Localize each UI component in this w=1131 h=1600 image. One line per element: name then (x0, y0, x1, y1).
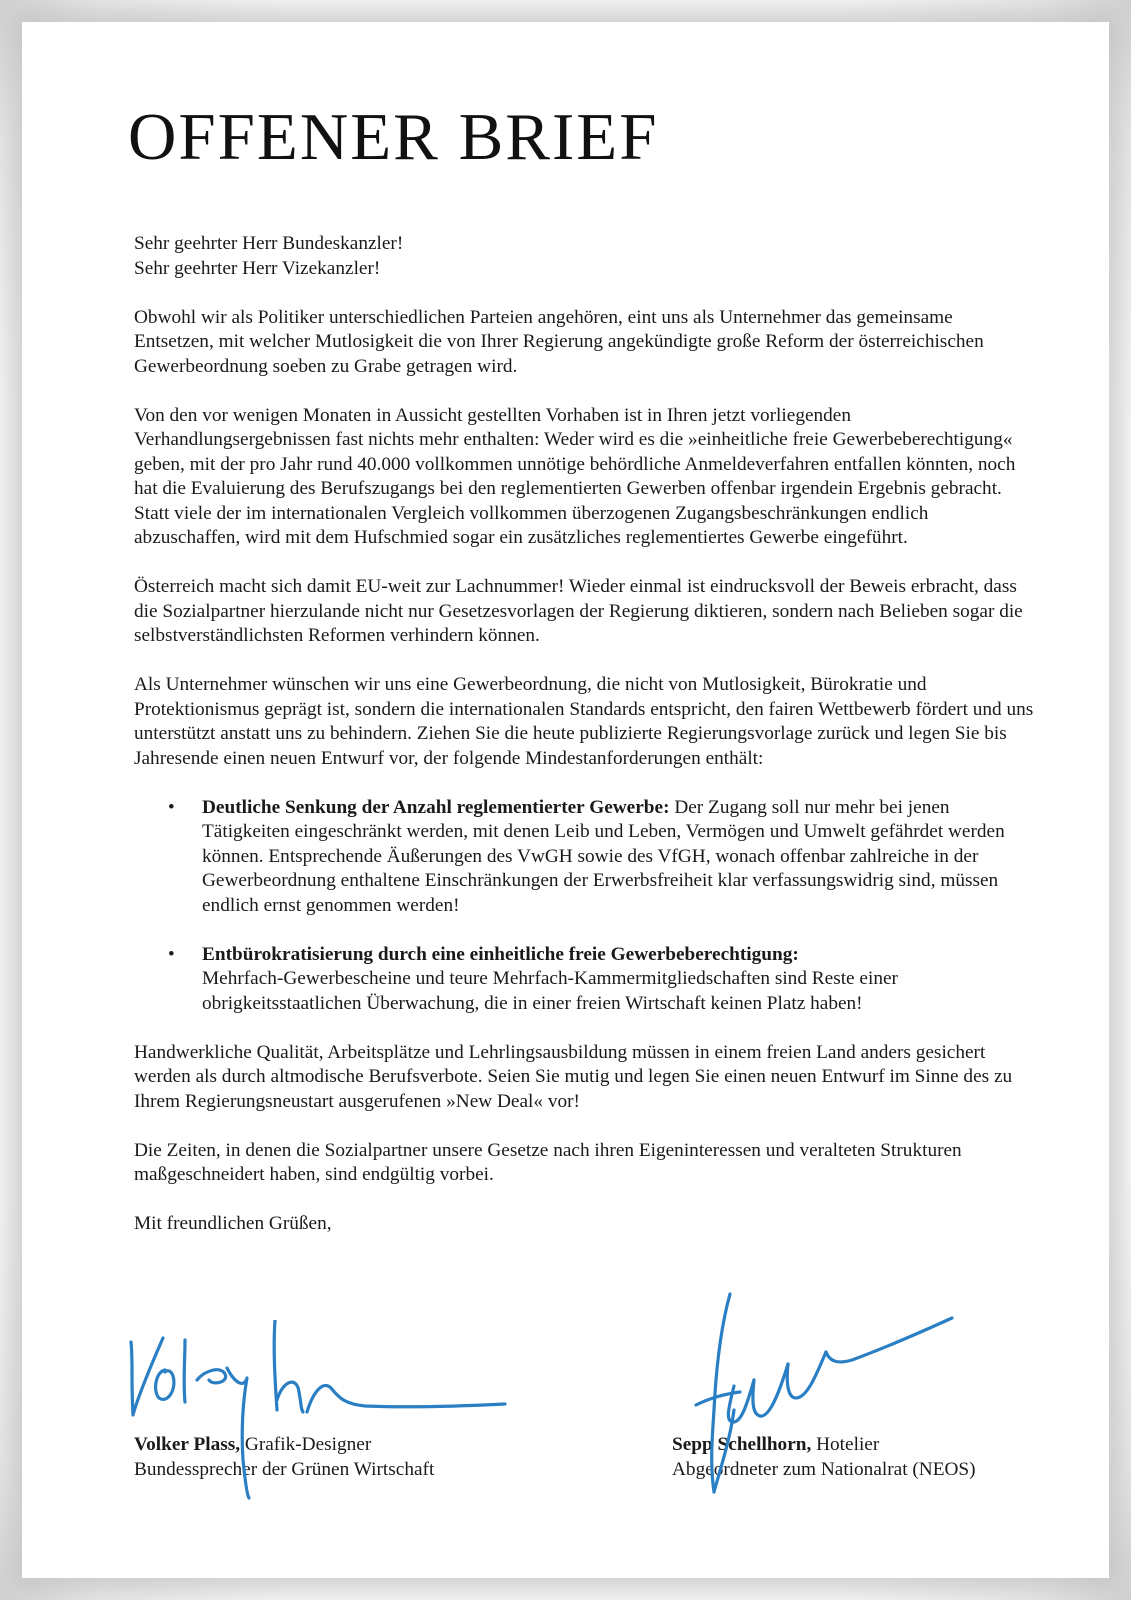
signatory-left (134, 1433, 434, 1482)
demand-heading: Entbürokratisierung durch eine einheitliche freie Gewerbeberechtigung: (202, 943, 799, 965)
paragraph-3: Österreich macht sich damit EU-weit zur Lachnummer! Wieder einmal ist eindrucksvoll der Beweis erbracht, dass die Sozialpartner hierzulande nicht nur Gesetzesvorlagen der Regierung diktieren, sondern nach Belieben sogar die selbstverständlichsten Reformen verhindern können. (134, 576, 1023, 646)
signatory-name: Volker Plass, (134, 1434, 241, 1455)
paragraph-1: Obwohl wir als Politiker unterschiedlichen Parteien angehören, eint uns als Unternehmer das gemeinsame Entsetzen, mit welcher Mutlosigkeit die von Ihrer Regierung angekündigte große Reform der österreichischen Gewerbeordnung soeben zu Grabe getragen wird. (134, 306, 984, 377)
salutation (134, 232, 1034, 281)
demand-heading: Deutliche Senkung der Anzahl reglementierter Gewerbe: (202, 796, 670, 818)
salutation-line-1: Sehr geehrter Herr Bundeskanzler! (134, 233, 404, 254)
bullet-icon: • (168, 796, 175, 818)
demand-text: Der Zugang soll nur mehr bei jenen Tätigkeiten eingeschränkt werden, mit denen Leib und Leben, Vermögen und Umwelt gefährdet werden können. Entsprechende Äußerungen des VwGH sowie des VfGH, wonach offenbar zahlreiche in der Gewerbeordnung enthaltene Einschränkungen der Erwerbsfreiheit klar verfassungswidrig sind, müssen endlich ernst genommen werden! (202, 796, 1005, 916)
paragraph-4: Als Unternehmer wünschen wir uns eine Gewerbeordnung, die nicht von Mutlosigkeit, Bürokratie und Protektionismus geprägt ist, sondern die internationalen Standards entspricht, den fairen Wettbewerb fördert und uns unterstützt anstatt uns zu behindern. Ziehen Sie die heute publizierte Regierungsvorlage zurück und legen Sie bis Jahresende einen neuen Entwurf vor, der folgende Mindestanforderungen enthält: (134, 674, 1034, 769)
demand-item (134, 796, 1034, 919)
signatory-title: Abgeordneter zum Nationalrat (NEOS) (672, 1458, 976, 1480)
signatory-right (672, 1433, 976, 1482)
demand-text: Mehrfach-Gewerbescheine und teure Mehrfach-Kammermitgliedschaften sind Reste einer obrigkeitsstaatlichen Überwachung, die in einer freien Wirtschaft keinen Platz haben! (202, 968, 898, 1014)
salutation-line-2: Sehr geehrter Herr Vizekanzler! (134, 257, 381, 279)
signatory-role: Grafik-Designer (240, 1434, 372, 1455)
demands-list (134, 796, 1034, 1017)
paragraph-2: Von den vor wenigen Monaten in Aussicht gestellten Vorhaben ist in Ihren jetzt vorliegenden Verhandlungsergebnissen fast nichts mehr enthalten: Weder wird es die »einheitliche freie Gewerbeberechtigung« geben, mit der pro Jahr rund 40.000 vollkommen unnötige behördliche Anmeldeverfahren entfallen könnten, noch hat die Evaluierung des Berufszugangs bei den reglementierten Gewerben offenbar irgendein Ergebnis gebracht. Statt viele der im internationalen Vergleich vollkommen überzogenen Zugangsbeschränkungen endlich abzuschaffen, wird mit dem Hufschmied sogar ein zusätzliches reglementiertes Gewerbe eingeführt. (134, 404, 1016, 548)
signatory-role: Hotelier (811, 1434, 880, 1455)
signatory-title: Bundessprecher der Grünen Wirtschaft (134, 1458, 435, 1480)
demand-item (134, 943, 1034, 1017)
closing: Mit freundlichen Grüßen, (134, 1213, 332, 1234)
paragraph-6: Die Zeiten, in denen die Sozialpartner unsere Gesetze nach ihren Eigeninteressen und veralteten Strukturen maßgeschneidert haben, sind endgültig vorbei. (134, 1139, 962, 1185)
bullet-icon: • (168, 943, 175, 965)
signatory-name: Sepp Schellhorn, (672, 1434, 812, 1455)
paragraph-5: Handwerkliche Qualität, Arbeitsplätze und Lehrlingsausbildung müssen in einem freien Land anders gesichert werden als durch altmodische Berufsverbote. Seien Sie mutig und legen Sie einen neuen Entwurf im Sinne des zu Ihrem Regierungsneustart ausgerufenen »New Deal« vor! (134, 1041, 1013, 1112)
letter-body (134, 232, 1034, 1261)
letter-title: OFFENER BRIEF (128, 100, 659, 174)
